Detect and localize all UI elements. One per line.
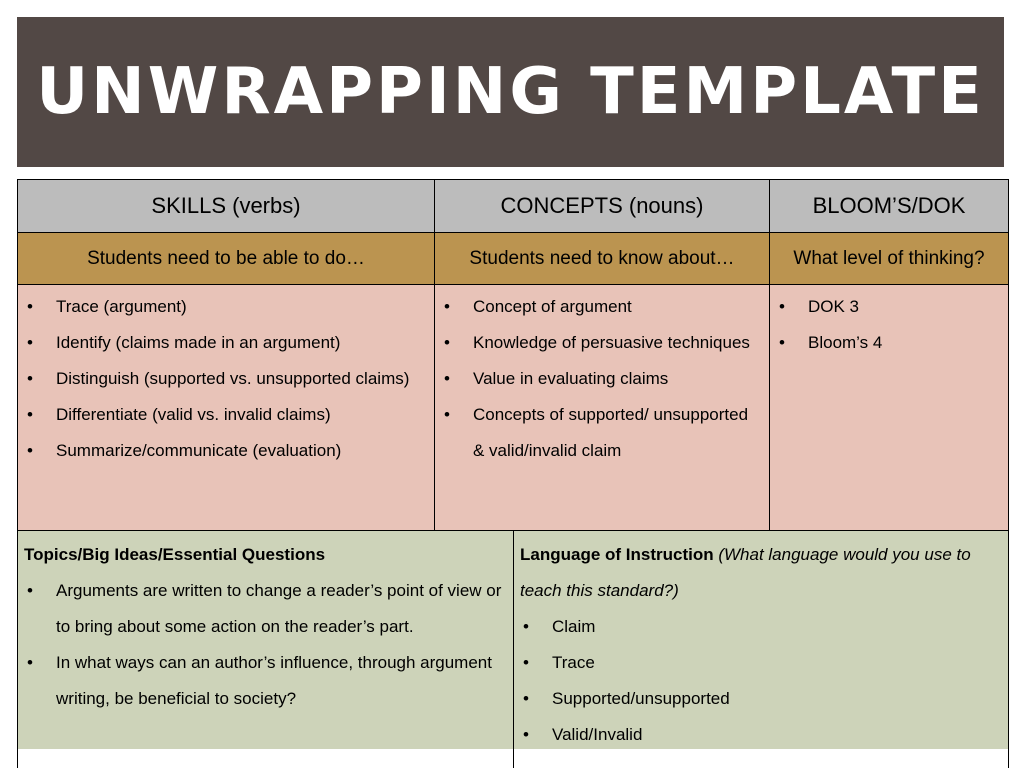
header-blooms: BLOOM’S/DOK	[812, 193, 966, 218]
unwrapping-table	[17, 179, 1009, 752]
list-item: • Arguments are written to change a reader’s point of view or to bring about some action on the reader’s part.	[18, 573, 513, 645]
list-item: • Trace	[514, 645, 1008, 681]
subheader-concepts: Students need to know about…	[435, 233, 770, 284]
list-item: • DOK 3	[770, 289, 1008, 325]
language-title: Language of Instruction	[520, 545, 714, 564]
list-item: • Claim	[514, 609, 1008, 645]
language-list	[514, 609, 1008, 753]
language-cell	[514, 531, 1008, 751]
skills-list	[18, 289, 434, 469]
title-banner	[17, 17, 1004, 167]
list-item: • Valid/Invalid	[514, 717, 1008, 753]
concepts-cell	[435, 285, 770, 530]
language-prompt: (What language would you use to teach this standard?)	[520, 545, 971, 600]
empty-row	[17, 749, 1009, 768]
header-row	[18, 179, 1008, 233]
subheader-skills: Students need to be able to do…	[18, 233, 435, 284]
topics-list	[18, 573, 513, 717]
list-item: • Value in evaluating claims	[435, 361, 769, 397]
list-item: • Identify (claims made in an argument)	[18, 325, 434, 361]
list-item: • Concept of argument	[435, 289, 769, 325]
list-item: • Distinguish (supported vs. unsupported claims)	[18, 361, 434, 397]
list-item: • Summarize/communicate (evaluation)	[18, 433, 434, 469]
topics-cell	[18, 531, 514, 751]
list-item: • In what ways can an author’s influence, through argument writing, be beneficial to society?	[18, 645, 513, 717]
header-skills: SKILLS (verbs)	[18, 180, 435, 232]
content-row	[18, 285, 1008, 531]
list-item: • Trace (argument)	[18, 289, 434, 325]
skills-cell	[18, 285, 435, 530]
list-item: • Differentiate (valid vs. invalid claims)	[18, 397, 434, 433]
blooms-list	[770, 289, 1008, 361]
list-item: • Bloom’s 4	[770, 325, 1008, 361]
topics-title: Topics/Big Ideas/Essential Questions	[24, 545, 326, 564]
blooms-cell	[770, 285, 1008, 530]
subheader-row	[18, 233, 1008, 285]
list-item: • Supported/unsupported	[514, 681, 1008, 717]
bottom-row	[18, 531, 1008, 752]
page-title: UNWRAPPING TEMPLATE	[36, 55, 985, 129]
list-item: • Knowledge of persuasive techniques	[435, 325, 769, 361]
header-concepts: CONCEPTS (nouns)	[435, 180, 770, 232]
concepts-list	[435, 289, 769, 469]
list-item: • Concepts of supported/ unsupported & valid/invalid claim	[435, 397, 769, 469]
subheader-blooms: What level of thinking?	[793, 247, 985, 269]
